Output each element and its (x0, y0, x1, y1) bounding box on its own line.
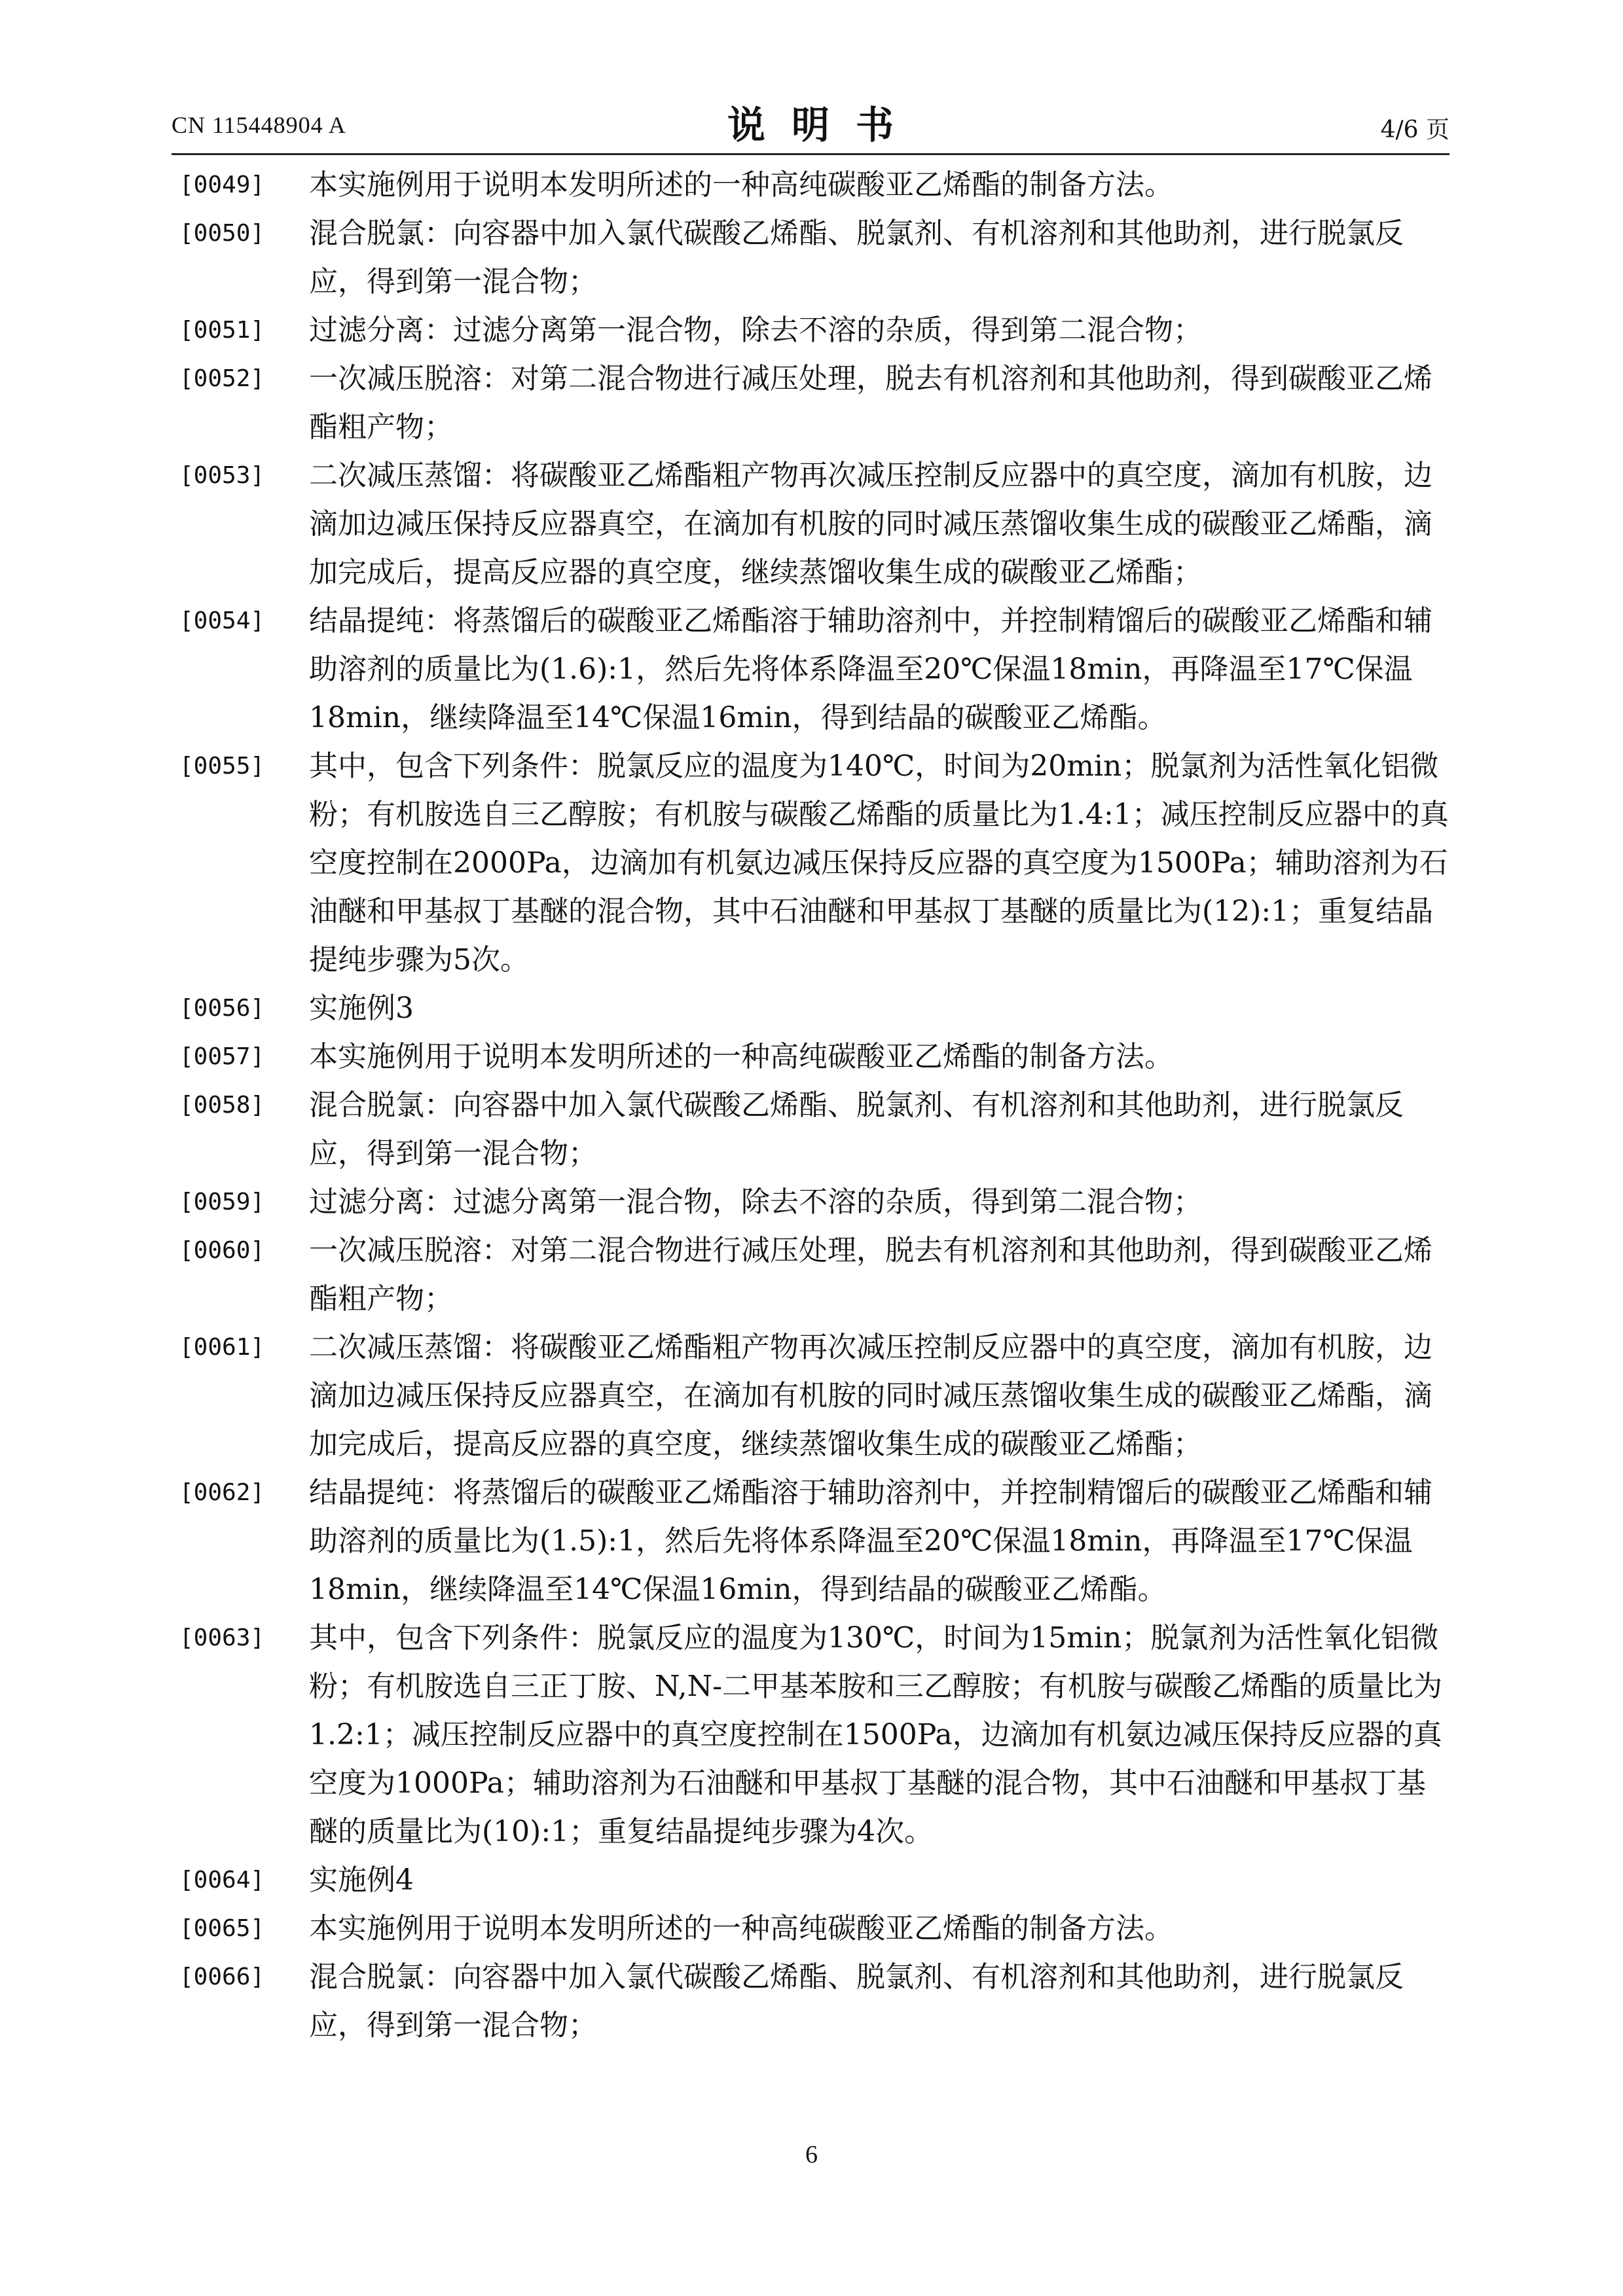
section-heading: 实施例4 (309, 1863, 414, 1897)
paragraph-0054 (172, 597, 1450, 742)
paragraph-number: [0066] (179, 1964, 265, 1990)
paragraph-0059 (172, 1178, 1450, 1227)
paragraph-text: 混合脱氯：向容器中加入氯代碳酸乙烯酯、脱氯剂、有机溶剂和其他助剂，进行脱氯反应，得到第一混合物； (309, 217, 1404, 298)
paragraph-number: [0060] (179, 1237, 265, 1264)
paragraph-text: 混合脱氯：向容器中加入氯代碳酸乙烯酯、脱氯剂、有机溶剂和其他助剂，进行脱氯反应，得到第一混合物； (309, 1960, 1404, 2042)
page-number: 6 (805, 2141, 818, 2168)
paragraph-number: [0051] (179, 317, 265, 344)
paragraph-0060 (172, 1227, 1450, 1323)
paragraph-number: [0058] (179, 1092, 265, 1119)
paragraph-0051 (172, 306, 1450, 355)
paragraph-number: [0056] (179, 995, 265, 1022)
paragraph-text: 一次减压脱溶：对第二混合物进行减压处理，脱去有机溶剂和其他助剂，得到碳酸亚乙烯酯粗产物； (309, 1234, 1432, 1316)
paragraph-text: 本实施例用于说明本发明所述的一种高纯碳酸亚乙烯酯的制备方法。 (309, 168, 1173, 202)
paragraph-text: 本实施例用于说明本发明所述的一种高纯碳酸亚乙烯酯的制备方法。 (309, 1912, 1173, 1945)
paragraph-0052 (172, 355, 1450, 452)
paragraph-text: 二次减压蒸馏：将碳酸亚乙烯酯粗产物再次减压控制反应器中的真空度，滴加有机胺，边滴加边减压保持反应器真空，在滴加有机胺的同时减压蒸馏收集生成的碳酸亚乙烯酯，滴加完成后，提高反应器的真空度，继续蒸馏收集生成的碳酸亚乙烯酯； (309, 459, 1432, 589)
paragraph-text: 混合脱氯：向容器中加入氯代碳酸乙烯酯、脱氯剂、有机溶剂和其他助剂，进行脱氯反应，得到第一混合物； (309, 1088, 1404, 1170)
paragraph-0050 (172, 209, 1450, 306)
paragraph-text: 二次减压蒸馏：将碳酸亚乙烯酯粗产物再次减压控制反应器中的真空度，滴加有机胺，边滴加边减压保持反应器真空，在滴加有机胺的同时减压蒸馏收集生成的碳酸亚乙烯酯，滴加完成后，提高反应器的真空度，继续蒸馏收集生成的碳酸亚乙烯酯； (309, 1331, 1432, 1461)
paragraph-0053 (172, 452, 1450, 597)
paragraph-text: 本实施例用于说明本发明所述的一种高纯碳酸亚乙烯酯的制备方法。 (309, 1040, 1173, 1073)
paragraph-number: [0064] (179, 1867, 265, 1893)
paragraph-number: [0054] (179, 607, 265, 634)
paragraph-number: [0061] (179, 1334, 265, 1361)
page-title: 说明书 (727, 103, 920, 147)
paragraph-number: [0059] (179, 1189, 265, 1215)
paragraph-0058 (172, 1081, 1450, 1178)
page-header (172, 92, 1450, 151)
paragraph-0066 (172, 1953, 1450, 2050)
paragraph-0065 (172, 1905, 1450, 1953)
paragraph-0061 (172, 1323, 1450, 1469)
paragraph-text: 一次减压脱溶：对第二混合物进行减压处理，脱去有机溶剂和其他助剂，得到碳酸亚乙烯酯粗产物； (309, 362, 1432, 444)
section-heading: 实施例3 (309, 992, 414, 1025)
paragraph-text: 结晶提纯：将蒸馏后的碳酸亚乙烯酯溶于辅助溶剂中，并控制精馏后的碳酸亚乙烯酯和辅助溶剂的质量比为(1.6):1，然后先将体系降温至20℃保温18min，再降温至17℃保温18min，继续降温至14℃保温16min，得到结晶的碳酸亚乙烯酯。 (309, 604, 1432, 734)
paragraph-text: 过滤分离：过滤分离第一混合物，除去不溶的杂质，得到第二混合物； (309, 314, 1202, 347)
paragraph-text: 其中，包含下列条件：脱氯反应的温度为140℃，时间为20min；脱氯剂为活性氧化铝微粉；有机胺选自三乙醇胺；有机胺与碳酸乙烯酯的质量比为1.4:1；减压控制反应器中的真空度控制在2000Pa，边滴加有机氨边减压保持反应器的真空度为1500Pa；辅助溶剂为石油醚和甲基叔丁基醚的混合物，其中石油醚和甲基叔丁基醚的质量比为(12):1；重复结晶提纯步骤为5次。 (309, 749, 1449, 977)
patent-number: CN 115448904 A (172, 112, 346, 138)
paragraph-number: [0050] (179, 220, 265, 247)
header-divider (172, 153, 1450, 155)
document-body (172, 161, 1450, 2050)
paragraph-text: 其中，包含下列条件：脱氯反应的温度为130℃，时间为15min；脱氯剂为活性氧化铝微粉；有机胺选自三正丁胺、N,N-二甲基苯胺和三乙醇胺；有机胺与碳酸乙烯酯的质量比为1.2:1；减压控制反应器中的真空度控制在1500Pa，边滴加有机氨边减压保持反应器的真空度为1000Pa；辅助溶剂为石油醚和甲基叔丁基醚的混合物，其中石油醚和甲基叔丁基醚的质量比为(10):1；重复结晶提纯步骤为4次。 (309, 1621, 1443, 1848)
paragraph-0049 (172, 161, 1450, 209)
paragraph-0055 (172, 742, 1450, 984)
paragraph-number: [0063] (179, 1624, 265, 1651)
paragraph-0056 (172, 984, 1450, 1033)
paragraph-0063 (172, 1614, 1450, 1856)
paragraph-number: [0065] (179, 1915, 265, 1942)
paragraph-number: [0052] (179, 365, 265, 392)
paragraph-number: [0057] (179, 1043, 265, 1070)
paragraph-0057 (172, 1033, 1450, 1081)
page-counter: 4/6 页 (1380, 117, 1450, 143)
paragraph-text: 过滤分离：过滤分离第一混合物，除去不溶的杂质，得到第二混合物； (309, 1185, 1202, 1219)
paragraph-number: [0049] (179, 171, 265, 198)
paragraph-0062 (172, 1469, 1450, 1614)
paragraph-0064 (172, 1856, 1450, 1905)
paragraph-number: [0062] (179, 1479, 265, 1506)
paragraph-number: [0055] (179, 753, 265, 780)
paragraph-number: [0053] (179, 462, 265, 489)
paragraph-text: 结晶提纯：将蒸馏后的碳酸亚乙烯酯溶于辅助溶剂中，并控制精馏后的碳酸亚乙烯酯和辅助溶剂的质量比为(1.5):1，然后先将体系降温至20℃保温18min，再降温至17℃保温18min，继续降温至14℃保温16min，得到结晶的碳酸亚乙烯酯。 (309, 1476, 1432, 1606)
